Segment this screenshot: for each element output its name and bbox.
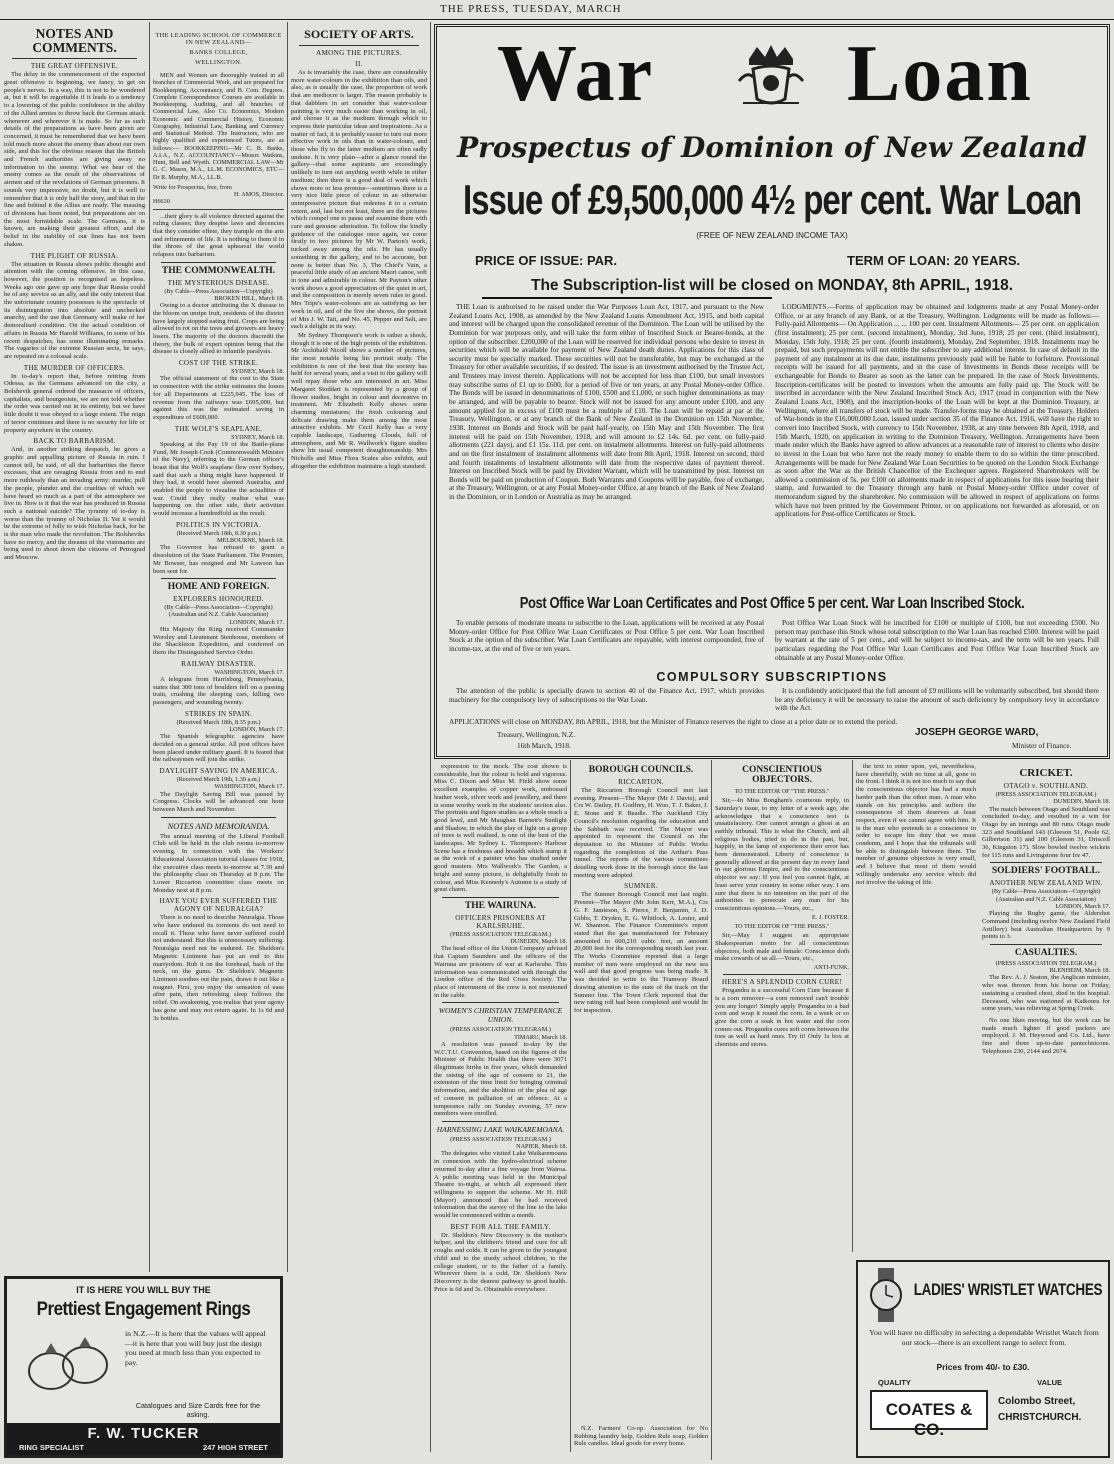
minister-name: JOSEPH GEORGE WARD, xyxy=(915,727,1039,738)
spain-heading: STRIKES IN SPAIN. xyxy=(184,709,253,718)
col-divider-2 xyxy=(287,22,288,1272)
best-family-text: Dr. Sheldon's New Discovery is the mother's helper, and the children's friend and cure for all coughs and colds. It can be given to the youngest child and to the sturdy school children, to the college student, or to the father of a family. Wherever there is a cold, Dr. Sheldon's New Discovery is the dearest pathway to good health. Price is 6d and 3s. Obtainable everywhere. xyxy=(434,1231,567,1293)
closing-rule xyxy=(482,297,772,299)
barbarism-text: And, in another striking despatch, he gives a graphic and appalling picture of Russia in ruin. I cannot tell, he said, of all the barbarities the fierce excesses, that are ravaging Russia from end to end more ruthlessly than an invading army: murder, pull the people, plunder and the cruelties of which we have heard so much as a part of the atmosphere we live in. How is it that the war has produced in Russia such a national suicide? The tyranny of to-day is worse than the tyranny of Nicholas II. Yet it would be the extreme of folly to wish Nicholas back, for he is the man who made the revolution. The Bolsheviks have no mercy, and the dreams of the visionaries are being used to shoot down the citizens of Petrograd and Moscow. xyxy=(4,446,145,562)
objectors-to-editor: TO THE EDITOR OF "THE PRESS." xyxy=(734,787,830,795)
post-office-right: Post Office War Loan Stock will be inscribed for £100 or multiple of £100, but not exceeding £500. No person may purchase this Stock whose total subscription to the War Loan has reached £500. Interest will be paid by warrant at the rate of 5 per cent., and will be subject to income-tax, and the term will be ten years. Full particulars regarding the Post Office War Loan Certificates and Post Office War Loan Inscribed Stock are obtainable at any Postal Money-order Office. xyxy=(775,619,1099,669)
notes-title: NOTES AND COMMENTS. xyxy=(32,26,117,56)
harness-date: NAPIER, March 18. xyxy=(516,1143,567,1151)
seaplane-text: Speaking at the Pay 19 of the Battle-plane Fund, Mr Joseph Cook (Commonwealth Minister of the Navy), referring to the German officer's boast that the Wolf's seaplane flew over Sydney, said that such a thing might have happened. If they had, it would have alarmed Australia, and enabled the people to visualise the actualities of war. Could they really realise what was happening on the other side, their activities would increase a hundredfold as the result. xyxy=(153,440,284,518)
col-divider-3 xyxy=(430,22,431,1452)
corn-cure-heading: HERE'S A SPLENDID CORN CURE! xyxy=(721,978,843,987)
explorers-text: His Majesty the King received Commander Worsley and Lieutenant Stenhouse, members of the Shackleton Expedition, and conferred on them the Distinguished Service Order. xyxy=(153,625,284,657)
murder-officers-text: In to-day's report that, before retiring from Odessa, as the Germans advanced on the city, a Bolshevik general ordered the massacre of officers, capitalists, and bourgeoisie, we are not told whether the order was carried out in its entirety, but we have little doubt it was obeyed to a large extent. The reign of terror continues and there is no security for life or property anywhere in the country. xyxy=(4,372,145,434)
cricket-text: The match between Otago and Southland was concluded to-day, and resulted in a win for Otago by an innings and 80 runs. Otago made 323 and Southland 143 (Gleeson 51, Poole 62, Gilbertson 31) and 100 (Gleeson 31, Driscoll 36, Kingston 17). Slow bowled twelve wickets for 115 runs and Livingstone four for 47. xyxy=(982,805,1110,859)
explorers-date: LONDON, March 17. xyxy=(229,618,284,626)
commonwealth-rule-top xyxy=(161,262,276,263)
post-office-left: To enable persons of moderate means to subscribe to the Loan, applications will be received at any Postal Money-order Office for Post Office War Loan Certificates or Post Office 5 per cent. War Loan Inscribed Stock at the option of the subscriber. War Loan Certificates are repayable, with interest compounded, free of income-tax, at the end of five or ten years. xyxy=(449,619,764,669)
watch-prices: Prices from 40/- to £30. xyxy=(936,1362,1030,1372)
society-rule xyxy=(299,45,419,46)
spain-received: (Received March 18th, 8.35 p.m.) xyxy=(176,718,261,726)
notes-comments-column xyxy=(4,24,145,1276)
cricket-subheading: OTAGO v. SOUTHLAND. xyxy=(1003,782,1089,790)
victoria-heading: POLITICS IN VICTORIA. xyxy=(176,520,261,529)
casualties-title: CASUALTIES. xyxy=(1014,947,1078,958)
col-divider-1 xyxy=(149,22,150,1272)
coates-brand: COATES & CO. xyxy=(885,1400,973,1439)
rings-title: Prettiest Engagement Rings xyxy=(36,1297,251,1320)
col-divider-5 xyxy=(711,760,712,1460)
spain-text: The Spanish telegraphic agencies have decided on a general strike. All post offices have been placed under military guard. It is feared that the railwaymen will join the strike. xyxy=(153,733,284,764)
sumner-heading: SUMNER. xyxy=(624,882,658,891)
watch-title: LADIES' WRISTLET WATCHES xyxy=(913,1280,1103,1299)
wctu-title: WOMEN'S CHRISTIAN TEMPERANCE UNION. xyxy=(438,1006,563,1025)
school-ref: H6630 xyxy=(153,198,170,206)
objectors-signature: E. J. FOSTER. xyxy=(812,913,849,921)
rings-top-line: IT IS HERE YOU WILL BUY THE xyxy=(76,1285,211,1295)
borough-councils-column xyxy=(574,763,708,1453)
ring-illustration xyxy=(19,1329,119,1399)
coates-brand-box xyxy=(870,1390,988,1439)
prospectus-heading: Prospectus of Dominion of New Zealand xyxy=(457,131,1087,164)
commonwealth-title: THE COMMONWEALTH. xyxy=(161,265,276,276)
casualties-credit: (PRESS ASSOCIATION TELEGRAM.) xyxy=(995,959,1097,967)
soldiers-date: LONDON, March 17. xyxy=(1055,902,1110,910)
railway-date: WASHINGTON, March 17. xyxy=(214,668,284,676)
society-continued-text: expression to the mock. The cost shown is considerable, but the colour is bold and vigorous. Miss C. Dixon and Miss M. Field show some excellent examples of copper work, embossed leather work, silver work and jewellery, and there is some worthy work in the students' section also. The portraits and figure studies as a whole reach a good level, and Mr Maughan Barnett's Sunlight and Shadow, in which the play of light on a group of trees is well realised, is one of the best of the landscapes. Mr Sydney L. Thompson's Harbour Scene has a freshness and breadth which stamp it as the work of a painter who has studied under good masters. Mrs Wallwork's The Garden, a bright and sunny picture, is delightfully fresh in colour, and Miss Kennedy's Autumn is a study of great charm. xyxy=(434,763,567,894)
applications-close: APPLICATIONS will close on MONDAY, 8th APRIL, 1918, but the Minister of Finance reserves the right to close at a prior date or to extend the period. xyxy=(449,717,898,726)
tucker-address: 247 HIGH STREET xyxy=(202,1443,268,1452)
watch-text: You will have no difficulty in selecting a dependable Wristlet Watch from our stock—there is an excellent range to select from. xyxy=(869,1328,1099,1348)
cricket-title: CRICKET. xyxy=(1019,767,1073,779)
wctu-text: A resolution was passed to-day by the W.C.T.U. Convention, based on the figures of the Minister of Public Health that there were 3071 illegitimate births in five years, which demanded the raising of the age of consent to 21, the extension of the time limit for bringing criminal information, and the abolition of the plea of age of consent in palliation of an offence. At a temperance rally on Sunday evening, 57 new members were enrolled. xyxy=(434,1040,567,1118)
wairuna-rule xyxy=(442,897,559,898)
wairuna-credit: (PRESS ASSOCIATION TELEGRAM.) xyxy=(450,930,551,938)
post-office-heading: Post Office War Loan Certificates and Post Office 5 per cent. War Loan Inscribed Stock. xyxy=(437,591,1107,614)
school-footer: Write for Prospectus, free, from xyxy=(153,183,232,191)
victoria-date: MELBOURNE, March 18. xyxy=(216,537,284,545)
wristlet-watches-ad xyxy=(856,1260,1110,1458)
coates-city: CHRISTCHURCH. xyxy=(998,1412,1082,1423)
society-text: As is invariably the case, there are considerably more water-colours in the exhibition than oils, and also, as is usually the case, the proportion of work that are mediocre is larger. The reason probably is that dabblers in art consider that water-colour painting is very much easier than working in oil, and choose it as the medium through which to express their particular ideas and inspirations. As a matter of fact, it is probably easier to turn out more effective work in oils than in water-colours, and those who fly to the latter medium are often sadly undone. It is very plain—after a glance round the gallery—that some aspirants are exceedingly unlikely to turn out anything worth while in either medium; then there is a good deal of work which shows more or less promise—sometimes there is a very nice little piece of colour in an otherwise unimpressive picture that redeems it to a certain extent, and, last but not least, there are the pictures which compel one to pause and examine them with care and genuine admiration. To follow the kindly guidance of the catalogue once again, we come firstly to two pictures by Mr W. Parton's work, tucked away among the oils. He has usually something in the gallery, and to be accurate, but none is better than No. 3, The Chief's Vain, a peaceful little study of an ancient Maori canoe, soft in tone and admirable in colour. Mr Payton's other work shows a good appreciation of the quiet in art, and the composition is merely seven rules to good. Mrs Tripe's water-colours are as satisfying as her work in oil, and of the five she shows, the portrait of Mrs J. W. Tait, and No. 45, Pepper and Salt, are each a delight in its way. Mr Sydney Thompson's work is rather a shock, though it is one of the high points of the exhibition. Mr Archibald Nicoll shows a number of pictures, the most notable being his portrait study. The exhibition is one of the best that the society has held for several years, and a visit to the gallery will well repay those who are interested in art. Miss Margaret Stoddart is represented by a group of flower studies, bright in colour and decorative in treatment. Mr Elizabeth Kelly shows some charming miniatures; the fresh colouring and delicate drawing make them among the most attractive exhibits. Mr Cecil Kelly has a very capable landscape, Gathering Clouds, full of atmosphere, and Mr R. Wallwork's figure studies show his usual competent draughtsmanship. Mrs Nicholls and Miss Flora Scales also exhibit, and altogether the exhibition maintains a high standard. xyxy=(291,69,427,470)
society-of-arts-column xyxy=(291,24,427,759)
memoranda-title: NOTES AND MEMORANDA. xyxy=(167,820,270,831)
wairuna-date: DUNEDIN, March 18. xyxy=(510,938,567,946)
cricket-date: DUNEDIN, March 18. xyxy=(1053,798,1110,806)
crown-emblem-icon xyxy=(735,41,807,111)
barbarism-heading: BACK TO BARBARISM. xyxy=(33,437,116,446)
compulsory-left: The attention of the public is specially drawn to section 40 of the Finance Act, 1917, which provides machinery for the compulsory levy of subscriptions to the War Loan. xyxy=(449,687,764,704)
spain-date: LONDON, March 17. xyxy=(229,726,284,734)
tucker-name: F. W. TUCKER xyxy=(87,1425,200,1442)
treasury-date: 16th March, 1918. xyxy=(517,741,571,750)
notes-rule xyxy=(12,58,137,59)
memoranda-text: The annual meeting of the Liberal Football Club will be held in the club rooms to-morrow evening. In connection with the Workers' Educational Association tutorial classes for 1918, the executive class meets to-morrow at 7.30 and the philosophy class on Thursday at 8 p.m. The Lower Riccarton committee class meets on Monday next at 8 p.m. xyxy=(153,832,284,894)
daylight-received: (Received March 19th, 1.30 a.m.) xyxy=(176,776,261,784)
corn-cure-rule xyxy=(723,974,841,975)
commonwealth-column xyxy=(153,24,284,1276)
col-divider-6 xyxy=(852,760,853,1252)
objectors-to-editor-2: TO THE EDITOR OF "THE PRESS." xyxy=(734,922,830,930)
price-of-issue: PRICE OF ISSUE: PAR. xyxy=(475,253,618,268)
disease-date: BROKEN HILL, March 18. xyxy=(214,294,284,302)
term-of-loan: TERM OF LOAN: 20 YEARS. xyxy=(847,253,1021,268)
school-heading: THE LEADING SCHOOL OF COMMERCE IN NEW ZEALAND— xyxy=(155,32,282,46)
packers-text: No one likes moving, but the work can be made much lighter if good packers are employed. J. M. Heywood and Co. Ltd., have fine and three up-to-date pantechnicons. Telephones 230, 2144 and 2674. xyxy=(982,1017,1110,1055)
disease-credit: (By Cable—Press Association—Copyright) xyxy=(164,287,273,295)
daylight-heading: DAYLIGHT SAVING IN AMERICA. xyxy=(159,767,278,776)
tax-free-note: (FREE OF NEW ZEALAND INCOME TAX) xyxy=(696,231,848,240)
sports-column xyxy=(856,763,1110,1258)
rings-text: in N.Z.—It is here that the values will appeal—it is here that you will buy just the design you need at much less than you expected to pay. xyxy=(125,1329,266,1368)
loan-terms-right: LODGMENTS.—Forms of application may be obtained and lodgments made at any Postal Money-order Office, or at any branch of any Bank, or at the Treasury, Wellington. Lodgments will be made as follows:— Fully-paid Allotments— On Application ... ... 100 per cent. Instalment Allotments— 25 per cent. on application (first instalment); 25 per cent. (second instalment), Monday, 3rd June, 1918; 25 per cent. (third instalment), Monday, 15th July, 1918; 25 per cent. (fourth instalment), Monday, 2nd September, 1918. Instalments may be prepaid, but such prepayments will not entitle the subscriber to any additional interest. In case of default in the payment of any instalment at its due date, instalments previously paid will be liable to forfeiture. Provisional receipts will be issued for all payments, and in the case of Investments in Bonds these receipts will be exchangeable for Bonds to Bearer as soon as the latter can be prepared. In the case of Stock Investments, Inscription-certificates will be posted to investors when the amounts are fully paid up. The Stock will be inscribed in accordance with the New Zealand Inscribed Stock Act, 1917 (read in conjunction with the New Zealand Loans Act, 1908), and the inscription-books of the Loan will be kept at the Dominion Treasury, at Wellington, where all transfers of stock will be made. Transfer-forms may be obtained at the Treasury. Holders of War-bonds in the £16,000,000 Loan, issued under section 35 of the Finance Act, 1916, will have the right to convert into Inscribed Stock, with currency to 15th November, 1938, at any time between 8th April, 1918, and 15th March, 1920, on application in writing to the Dominion Treasury, Wellington. Arrangements have been made under which the Banks have agreed to allow advances at a reasonable rate of interest to clients who desire to invest in the Loan but who have not the ready money to enable them to do so within the time prescribed. Arrangements will be made for New Zealand War Loan Securities to be quoted on the London Stock Exchange as soon after the War as the British Chancellor of the Exchequer agrees. Registered Sharebrokers will be allowed a commission of 5s. per £100 on allotments made in respect of applications for this issue bearing their stamp, and forwarded to the Treasury through any bank or Postal Money-order Office under cover of memorandum signed by the sharebroker. No commission will be allowed in respect of applications on forms which have not been printed by the Government Printer, or on applications not forwarded as aforesaid, or on applications for Post-office Certificates or Stock. xyxy=(775,303,1099,519)
objectors-letter: Sir,—In Miss Bongham's courteous reply, in Saturday's issue, to my letter of a week ago, she acknowledges that a conscience test is unsatisfactory. One cannot arraign a ghost at an earthly tribunal. This is what the Church, and all religious bodies, tried to do in the past, but, happily, in the lamp of experience their error has been demonstrated. Liberty of conscience is generally allowed at the present day in every land in our glorious Empire, and to the conscientious objector we say: If you feel you cannot fight, at least serve your country in some other way. I am sure that there is no intention on the part of the authorities to persecute any man for his conscientious opinions.—Yours, etc., xyxy=(715,797,849,912)
rings-name-bar xyxy=(7,1423,280,1455)
news-column-wairuna xyxy=(434,763,567,1453)
war-loan-header xyxy=(437,30,1107,121)
society-title: SOCIETY OF ARTS. xyxy=(304,27,414,41)
school-city: WELLINGTON. xyxy=(194,59,243,66)
seaplane-heading: THE WOLF'S SEAPLANE. xyxy=(174,424,263,433)
harness-text: The delegates who visited Lake Waikaremoana in connexion with the hydro-electrical scheme returned to-day after a fine voyage from Wairoa. A public meeting was held in the Municipal Theatre to-night, at which all expressed their willingness to support the scheme. Mr H. Hill (Mayor) announced that he had received information that the survey of the line to the lake would be commenced within a month. xyxy=(434,1150,567,1220)
war-title: War xyxy=(497,30,655,118)
war-loan-advertisement xyxy=(434,24,1110,759)
riccarton-text: The Riccarton Borough Council met last evening. Present—The Mayor (Mr J. Davis), and Crs W. Dailey, H. Godfrey, H. Woo, T. J. Baker, J. E. Stone and P. Beadle. The Auckland City Council's resolution regarding the education and the Sabbath was received. The Mayor was appointed to represent the Council on the deputation to the Minister of Public Works regarding the completion of the Arthur's Pass tunnel. The reports of the various committees detailing work done in the borough since the last meeting were adopted. xyxy=(574,787,708,879)
watch-illustration xyxy=(864,1268,908,1322)
masthead xyxy=(0,2,1114,18)
harness-title: HARNESSING LAKE WAIKAREMOANA. xyxy=(436,1124,565,1134)
borough-title: BOROUGH COUNCILS. xyxy=(588,765,694,775)
soldiers-subheading: ANOTHER NEW ZEALAND WIN. xyxy=(989,879,1103,888)
society-subheading: AMONG THE PICTURES. xyxy=(315,49,403,57)
wctu-credit: (PRESS ASSOCIATION TELEGRAM.) xyxy=(450,1026,551,1034)
victoria-received: (Received March 18th, 8.30 p.m.) xyxy=(176,529,261,537)
col-divider-4 xyxy=(570,760,571,1452)
explorers-heading: EXPLORERS HONOURED. xyxy=(173,595,264,604)
strike-cost-date: SYDNEY, March 18. xyxy=(231,368,284,376)
soldiers-title: SOLDIERS' FOOTBALL. xyxy=(991,866,1101,877)
engagement-rings-ad xyxy=(4,1276,283,1458)
school-text: MEN and Women are thoroughly trained in all branches of Commercial Work, and are prepared for Bookkeeping, Accountancy, and B. Com. Degrees. Complete Correspondence Courses are available in Bookkeeping, Auditing, and all branches of Commercial Law, Also Co. Economics, Modern Economic and Commercial History, Economic Geography, Industrial Law, Banking and Currency and Statistical Method. The Instructors, who are highly qualified and experienced Tutors, are as follows:— BOOKKEEPING—Mr C. B. Banks, A.I.A., N.Z. ACCOUNTANCY—Messrs Watkins, Hunt, Bell and Wyeth. COMMERCIAL LAW—Mr G. C. Mason, M.A., LL.M. ECONOMICS, ETC—Dr R. Murphy, M.A., LL.B. xyxy=(153,72,284,181)
issue-heading: Issue of £9,500,000 4½ per cent. War Loan xyxy=(462,176,1082,223)
home-foreign-rule xyxy=(161,578,276,579)
neuralgia-text: There is no need to describe Neuralgia. Those who have endured its torments do not need to recall it. Those who have never suffered could not understand. But this is unnecessary suffering. Neuralgia need not be endured. Dr. Sheldon's Magnetic Liniment has put an end to this martyrdom. Rub it on the forehead, back of the neck, on the gums. Dr. Sheldon's Magnetic Liniment soothes out the pain, draws it out like a magnet. First, you enjoy the sensation of ease after pain, then refreshing sleep follows the relief. On awakening, you realise that your agony has gone and may not return again. In 1s 6d and 3s bottles. xyxy=(153,914,284,1022)
neuralgia-heading: HAVE YOU EVER SUFFERED THE AGONY OF NEURALGIA? xyxy=(159,897,278,914)
wairuna-subheading: OFFICERS PRISONERS AT KARLSRUHE. xyxy=(455,913,546,930)
seaplane-date: SYDNEY, March 18. xyxy=(231,433,284,441)
daylight-text: The Daylight Saving Bill was passed by Congress. Clocks will be advanced one hour between March and November. xyxy=(153,790,284,814)
compulsory-right: It is confidently anticipated that the full amount of £9 millions will be voluntarily subscribed, but should there be any deficiency it will be necessary to raise the amount of such deficiency by compulsory levy in accordance with the Act. xyxy=(775,687,1099,713)
disease-heading: THE MYSTERIOUS DISEASE. xyxy=(167,278,270,287)
riccarton-heading: RICCARTON. xyxy=(618,778,664,786)
objectors-letter-2: Sir,—May I suggest an appropriate Shakespearian motto for all conscientious objectors, both male and female: Conscience doth make cowards of us all.—Yours, etc., xyxy=(715,932,849,963)
plight-russia-heading: THE PLIGHT OF RUSSIA. xyxy=(30,251,119,260)
strike-cost-text: The official statement of the cost to the State in connection with the strike estimates the losses for all Departments at £225,945. The loss of revenue from the railways was £695,000, but against this was the estimated saving in expenditure of £600,000. xyxy=(153,375,284,421)
home-foreign-title: HOME AND FOREIGN. xyxy=(167,582,270,593)
school-signature: H. AMOS, Director. xyxy=(233,191,284,198)
victoria-text: The Governor has refused to grant a dissolution of the State Parliament. The Premier, Mr Bowser, has resigned and Mr Lawson has been sent for. xyxy=(153,544,284,575)
letter-continued-text: the text to enter upon, yet, nevertheless, have cheerfully, with no time at all, gone to the front. I think it is not too much to say that the conscientious objector has had a much harder path than the other man. A man who stands on his principles and suffers the consequences of them deserves at least respect, even if we cannot agree with him. It is the man who pretends to a conscience in order to escape his duty that we must condemn, and I hope that the tribunals will be able to distinguish between them. The number of genuine objectors is very small, and I believe that most of them would willingly undertake any service which did not involve the taking of life. xyxy=(856,763,976,886)
closing-date: The Subscription-list will be closed on MONDAY, 8th APRIL, 1918. xyxy=(530,277,1014,294)
great-offensive-text: The delay in the commencement of the expected great offensive is beginning, we fancy, to get on people's nerves. In a way, this is not to be wondered at, but it will be regrettable if it leads to a tendency to a lowering of the public confidence in the ability of the Allied armies to throw back the German attack whenever and wherever it is made. So far as such details of the preparations as have been given are concerned, it must be remembered that we have been told much more about the enemy than about our own side, and this for the obvious reason that the British and French authorities are giving away no information to the enemy. What we hear of the enemy comes as the result of the observations of airmen and of the revelations of German prisoners. It sounds very impressive, no doubt, but it is well to remember that it is only half the story, and that in the line and behind it the Allies are ready. The massing of divisions has been noted, but preparations are on the most formidable scale. The Germans, it is known, are making their greatest effort, and the belief in the stability of our lines has not been shaken. xyxy=(4,71,145,248)
strike-cost-heading: COST OF THE STRIKE. xyxy=(178,359,259,368)
objectors-title: CONSCIENTIOUS OBJECTORS. xyxy=(742,765,822,786)
great-offensive-heading: THE GREAT OFFENSIVE. xyxy=(30,62,119,71)
harness-rule xyxy=(442,1121,559,1122)
watch-value: VALUE xyxy=(1037,1378,1062,1387)
wairuna-title: THE WAIRUNA. xyxy=(464,900,537,911)
best-family-heading: BEST FOR ALL THE FAMILY. xyxy=(450,1222,551,1231)
sumner-text: The Sumner Borough Council met last night. Present—The Mayor (Mr John Kerr, M.A.), Crs G. F. Jamieson, S. Pierce, F. Benjamin, J. D. Gibbs, T. Dryden, E. G. Whitlock, A. Lester, and W. Shannon. The Finance Committee's report stated that the gas manufactured for February amounted to 600,210 cubic feet, an amount 20,000 feet for the corresponding month last year. The Works Committee reported that a large number of men were employed on the new sea wall and that good progress was being made. It was decided to write to the Tramway Board drawing attention to the state of the track on the Sumner line. The Town Clerk reported that the new rating roll had been completed and would lie for inspection. xyxy=(574,891,708,1014)
society-part-number: II. xyxy=(355,60,363,68)
minister-title: Minister of Finance. xyxy=(1012,741,1072,750)
casualties-rule xyxy=(990,944,1102,945)
objectors-column xyxy=(715,763,849,1453)
memoranda-rule xyxy=(161,817,276,818)
treasury-place: Treasury, Wellington, N.Z. xyxy=(497,730,575,739)
harness-credit: (PRESS ASSOCIATION TELEGRAM.) xyxy=(450,1135,551,1143)
loan-title: Loan xyxy=(847,30,1033,118)
loan-terms-left: THE Loan is authorised to be raised under the War Purposes Loan Act, 1917, and pursuant to the New Zealand Loans Act, 1908, as amended by the New Zealand Loans Amendment Act, 1915, and both capital and interest will be charged upon the consolidated revenue of the Dominion. The Loan will be utilised by the Dominion for war purposes only, and will take the form either of Inscribed Stock or Bearer-bonds, at the option of the subscriber. £200,000 of the Loan will be reserved for individual persons who desire to invest in securities which will be available for payment of New Zealand death duties. Applications for this class of security must be specially marked. These securities will not be transferable, but may be exchanged at the Treasury for other available securities, if so desired. The issue is an investment authorised by the Trustee Act, and Trustees may invest therein. Applications will not be accepted for less than £100, but small investors may subscribe sums of £1 up to £600, for a period of five or ten years, at any Postal Money-order Office. The Bonds will be issued in denominations of £100, £500 and £1,000, or such higher denominations as may be arranged, and will be payable to bearer. Stock will not be issued for any amount under £100, and any amount applied for in excess of £100 must be a multiple of £10. The Loan will be repaid at par at the Treasury, Wellington, or at any branch of the Bank of New Zealand in the Dominion on 15th November, 1938. Interest on Bonds and Stock will be paid half-yearly, on 15th May and 15th November. The first interest will be paid on 15th November, 1918, and will amount to £2 14s. 6d. per cent. on fully-paid allotments (221 days), and £1 15s. 11d. per cent. on instalment allotments. Interest on fully-paid allotments and on the first instalment of instalment allotments will date from 8th April, 1918. Interest on second, third and fourth instalments of instalment allotments will date from the respective dates of payment thereof. Interest on Inscribed Stock will be paid by Divident Warrant, which will be transmitted by post. Interest on Bonds will be paid on production of Coupon. Both Warrants and Coupons will be payable, free of exchange, at the Treasury, Wellington, or at any Postal Money-order Office, at any branch of the Bank of New Zealand in the Dominion, or in London or Australia as may be arranged. xyxy=(449,303,764,502)
explorers-credit: (By Cable—Press Association—Copyright) (Australian and N.Z. Cable Association) xyxy=(164,604,273,619)
wctu-rule xyxy=(442,1002,559,1003)
wairuna-text: The head office of the Union Company advised that Captain Saunders and the officers of the Wairuna are prisoners of war at Karlsruhe. This information was communicated with through the London office of the Red Cross Society. The place of internment of the crew is not mentioned in the cable. xyxy=(434,945,567,999)
objectors-signature-2: ANTI-FUNK. xyxy=(813,963,849,971)
compulsory-heading: COMPULSORY SUBSCRIPTIONS xyxy=(437,670,1107,684)
continued-fragment: ...their glory is all violence directed against the ruling classes; they despise laws and decencies that they consider effete, they trample on the arts and refinements of life. It is nothing to them if in the throes of the great upheaval the world relapses into barbarism. xyxy=(153,212,284,259)
casualties-date: BLENHEIM, March 18. xyxy=(1049,967,1110,975)
coates-street: Colombo Street, xyxy=(998,1396,1076,1407)
wctu-date: TIMARU, March 18. xyxy=(514,1033,567,1041)
soldiers-rule xyxy=(990,862,1102,863)
daylight-date: WASHINGTON, March 17. xyxy=(214,783,284,791)
watch-quality: QUALITY xyxy=(878,1378,911,1387)
murder-officers-heading: THE MURDER OF OFFICERS. xyxy=(23,363,126,372)
tucker-role: RING SPECIALIST xyxy=(19,1443,85,1452)
masthead-rule xyxy=(0,19,1114,20)
plight-russia-text: The situation in Russia shows public thought and attention with the coming offensive. In this case, however, the position is recognised as hopeless. Weeks ago one gave up any hope that Russia could be of any service as an ally, and the only interest that the unfortunate country possesses is the spectacle of its disintegration into absolute and unchecked anarchy, and the use that Germany will make of her demoralised condition. On the actual condition of affairs in Russia Mr Harold Williams, in some of his recent despatches, has some illuminating remarks. The vagaries of the extreme Russian sects, he says, are repeated on a colossal scale. xyxy=(4,260,145,360)
casualties-text: The Rev. A. J. Seaton, the Anglican minister, who was thrown from his horse on Friday, sustaining a crushed chest, died in the hospital. Deceased, who was stationed at Kaikoura for some years, was relieving at Spring Creek. xyxy=(982,974,1110,1013)
sports-news xyxy=(982,763,1110,1258)
soldiers-credit: (By Cable—Press Association—Copyright) (Australian and N.Z. Cable Association) xyxy=(991,888,1101,903)
corn-cure-text: Progandra is a successful Corn Cure because it is a corn remover—a corn removed can't trouble you any longer! Simply apply Progandra to a bad corn and wrap it round the corn. In a week or so give the corn a soak in hot water and the corn comes out. Progandra cures soft corns between the toes as well as hard ones. Try it! Only 1s box at chemists and stores. xyxy=(715,987,849,1049)
disease-text: Owing to a doctor attributing the X disease to the bloom on unripe fruit, residents of the district have largely stopped eating fruit. Crops are being allowed to rot on the trees and growers are heavy losers. The majority of the doctors discredit the theory, the bulk of expert opinion being that the disease is closely allied to infantile paralysis. xyxy=(153,302,284,356)
banks-college-ad xyxy=(153,32,284,210)
rings-catalogue: Catalogues and Size Cards free for the asking. xyxy=(135,1401,261,1419)
railway-text: A telegram from Harrisburg, Pennsylvania, states that 300 tons of boulders fell on a passing train, crushing the sleeping cars, killing two passengers, and wounding twenty. xyxy=(153,676,284,707)
masthead-title: THE PRESS, TUESDAY, MARCH xyxy=(440,3,622,15)
soldiers-text: Playing the Rugby game, the Aldershot Command (including twelve New Zealand Field Artillery) beat Australian Headquarters by 9 points to 3. xyxy=(982,910,1110,941)
letter-continued-block xyxy=(856,763,976,1258)
railway-heading: RAILWAY DISASTER. xyxy=(181,659,256,668)
farmers-coop-text: N.Z. Farmers' Co-op. Association for No Rubbing laundry help, Golden Rule soap, Golden Rule candles. Ideal goods for every home. xyxy=(574,1424,708,1448)
school-name: BANKS COLLEGE, xyxy=(189,49,248,56)
cricket-credit: (PRESS ASSOCIATION TELEGRAM.) xyxy=(995,791,1097,798)
